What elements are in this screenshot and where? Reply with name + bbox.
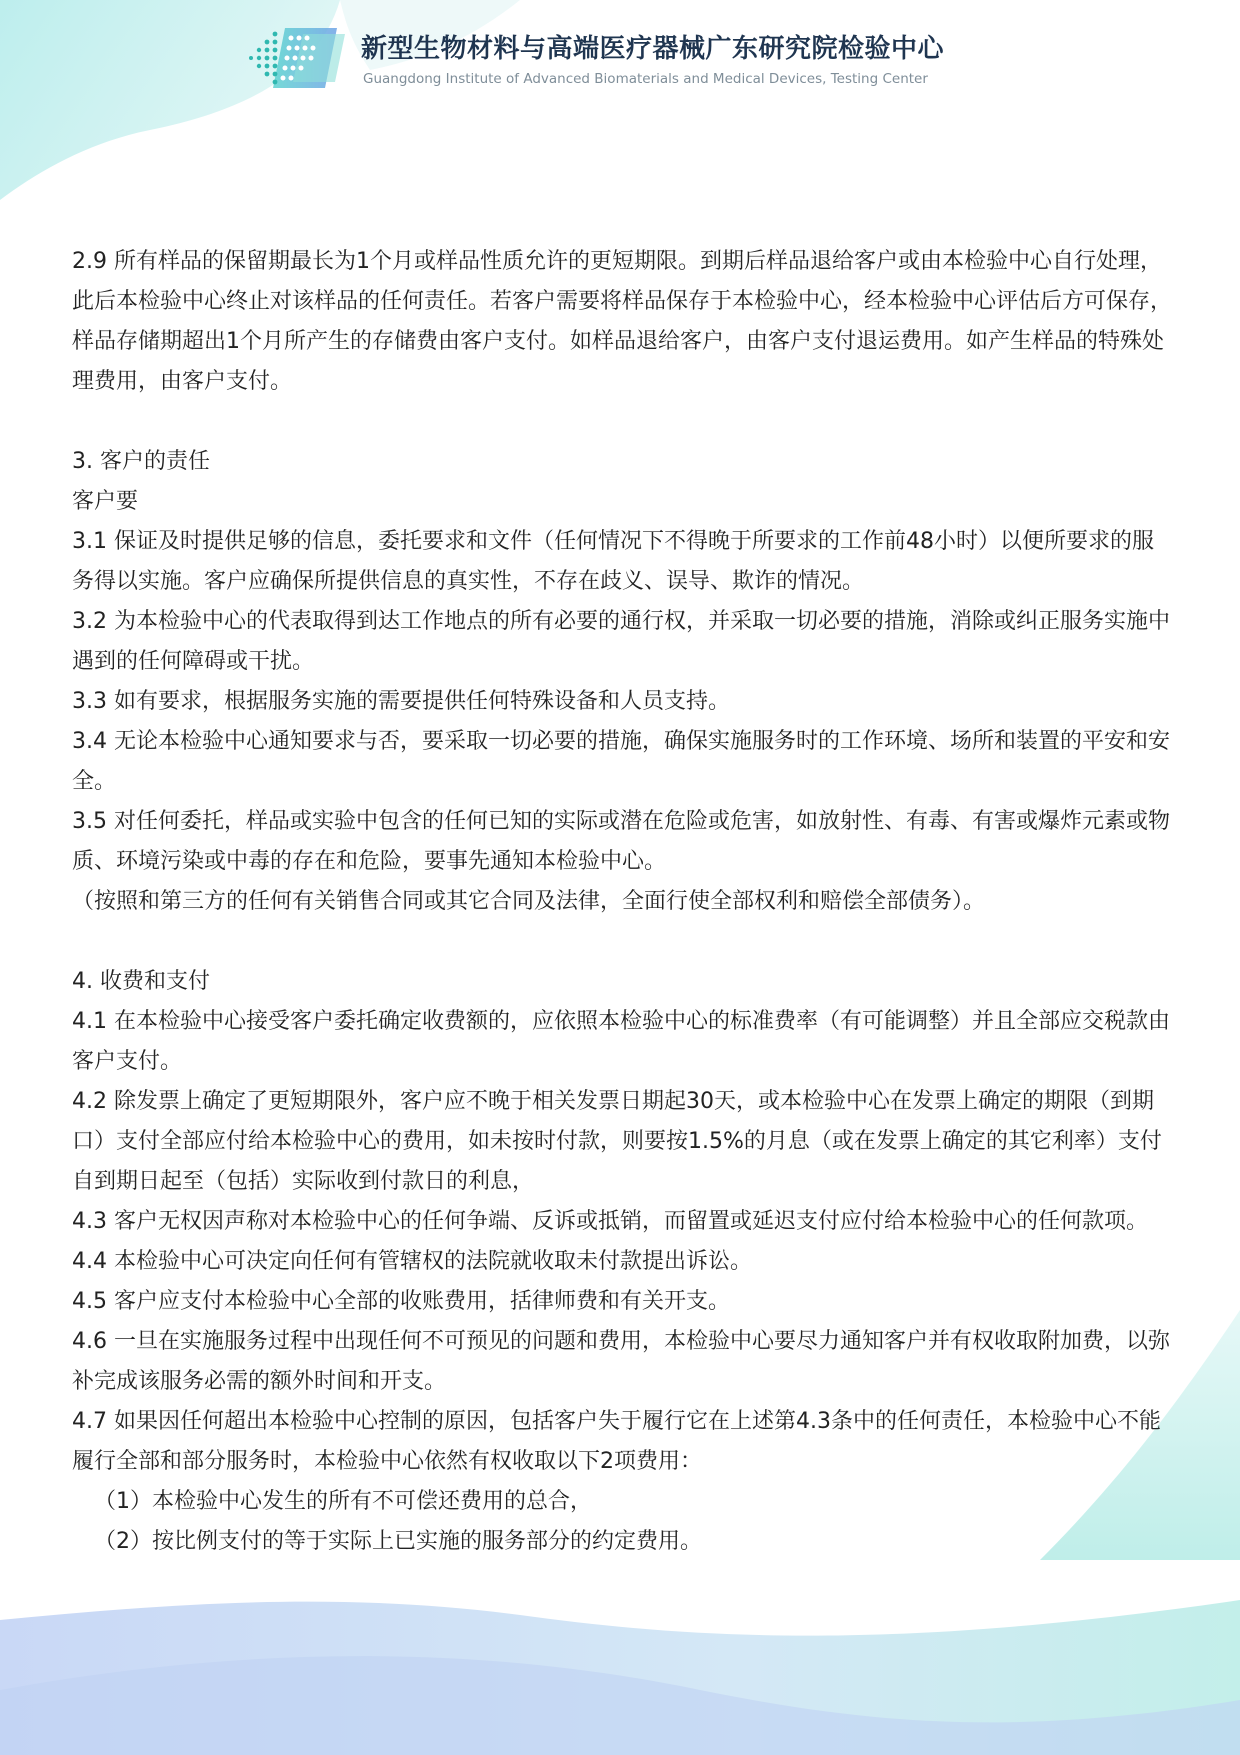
clause-4-7-item-1: （1）本检验中心发生的所有不可偿还费用的总合， (94, 1489, 592, 1514)
clause-4-2: 4.2 除发票上确定了更短期限外，客户应不晚于相关发票日期起30天，或本检验中心在发票上确定的期限（到期口）支付全部应付给本检验中心的费用，如未按时付款，则要按1.5%的月息（或在发票上确定的其它利率）支付自到期日起至（包括）实际收到付款日的利息， (72, 1089, 1162, 1194)
clause-3-4: 3.4 无论本检验中心通知要求与否，要采取一切必要的措施，确保实施服务时的工作环境、场所和装置的平安和安全。 (72, 729, 1170, 794)
institute-logo-icon (245, 24, 355, 92)
clause-4-7-item-2: （2）按比例支付的等于实际上已实施的服务部分的约定费用。 (94, 1529, 702, 1554)
section-3-lead: 客户要 (72, 489, 139, 514)
clause-3-5: 3.5 对任何委托，样品或实验中包含的任何已知的实际或潜在危险或危害，如放射性、有毒、有害或爆炸元素或物质、环境污染或中毒的存在和危险，要事先通知本检验中心。 (72, 809, 1170, 874)
section-4-title: 4. 收费和支付 (72, 969, 210, 994)
clause-3-1: 3.1 保证及时提供足够的信息，委托要求和文件（任何情况下不得晚于所要求的工作前48小时）以便所要求的服务得以实施。客户应确保所提供信息的真实性，不存在歧义、误导、欺诈的情况。 (72, 529, 1154, 594)
clause-3-3: 3.3 如有要求，根据服务实施的需要提供任何特殊设备和人员支持。 (72, 689, 730, 714)
clause-4-1: 4.1 在本检验中心接受客户委托确定收费额的，应依照本检验中心的标准费率（有可能调整）并且全部应交税款由客户支付。 (72, 1009, 1170, 1074)
clause-4-6: 4.6 一旦在实施服务过程中出现任何不可预见的问题和费用，本检验中心要尽力通知客户并有权收取附加费，以弥补完成该服务必需的额外时间和开支。 (72, 1329, 1170, 1394)
clause-4-5: 4.5 客户应支付本检验中心全部的收账费用，括律师费和有关开支。 (72, 1289, 730, 1314)
section-3-title: 3. 客户的责任 (72, 449, 210, 474)
clause-4-4: 4.4 本检验中心可决定向任何有管辖权的法院就收取未付款提出诉讼。 (72, 1249, 752, 1274)
terms-body (72, 242, 1172, 1562)
clause-3-note: （按照和第三方的任何有关销售合同或其它合同及法律，全面行使全部权利和赔偿全部债务）。 (72, 889, 986, 914)
clause-2-9: 2.9 所有样品的保留期最长为1个月或样品性质允许的更短期限。到期后样品退给客户或由本检验中心自行处理，此后本检验中心终止对该样品的任何责任。若客户需要将样品保存于本检验中心，经本检验中心评估后方可保存，样品存储期超出1个月所产生的存储费由客户支付。如样品退给客户，由客户支付退运费用。如产生样品的特殊处理费用，由客户支付。 (72, 249, 1173, 394)
clause-3-2: 3.2 为本检验中心的代表取得到达工作地点的所有必要的通行权，并采取一切必要的措施，消除或纠正服务实施中遇到的任何障碍或干扰。 (72, 609, 1170, 674)
spacer (72, 402, 1172, 442)
clause-4-7: 4.7 如果因任何超出本检验中心控制的原因，包括客户失于履行它在上述第4.3条中的任何责任，本检验中心不能履行全部和部分服务时，本检验中心依然有权收取以下2项费用： (72, 1409, 1161, 1474)
org-name-cn: 新型生物材料与高端医疗器械广东研究院检验中心 (361, 34, 945, 64)
org-name-en: Guangdong Institute of Advanced Biomaterials and Medical Devices, Testing Center (363, 71, 928, 87)
clause-4-3: 4.3 客户无权因声称对本检验中心的任何争端、反诉或抵销，而留置或延迟支付应付给本检验中心的任何款项。 (72, 1209, 1148, 1234)
spacer (72, 922, 1172, 962)
